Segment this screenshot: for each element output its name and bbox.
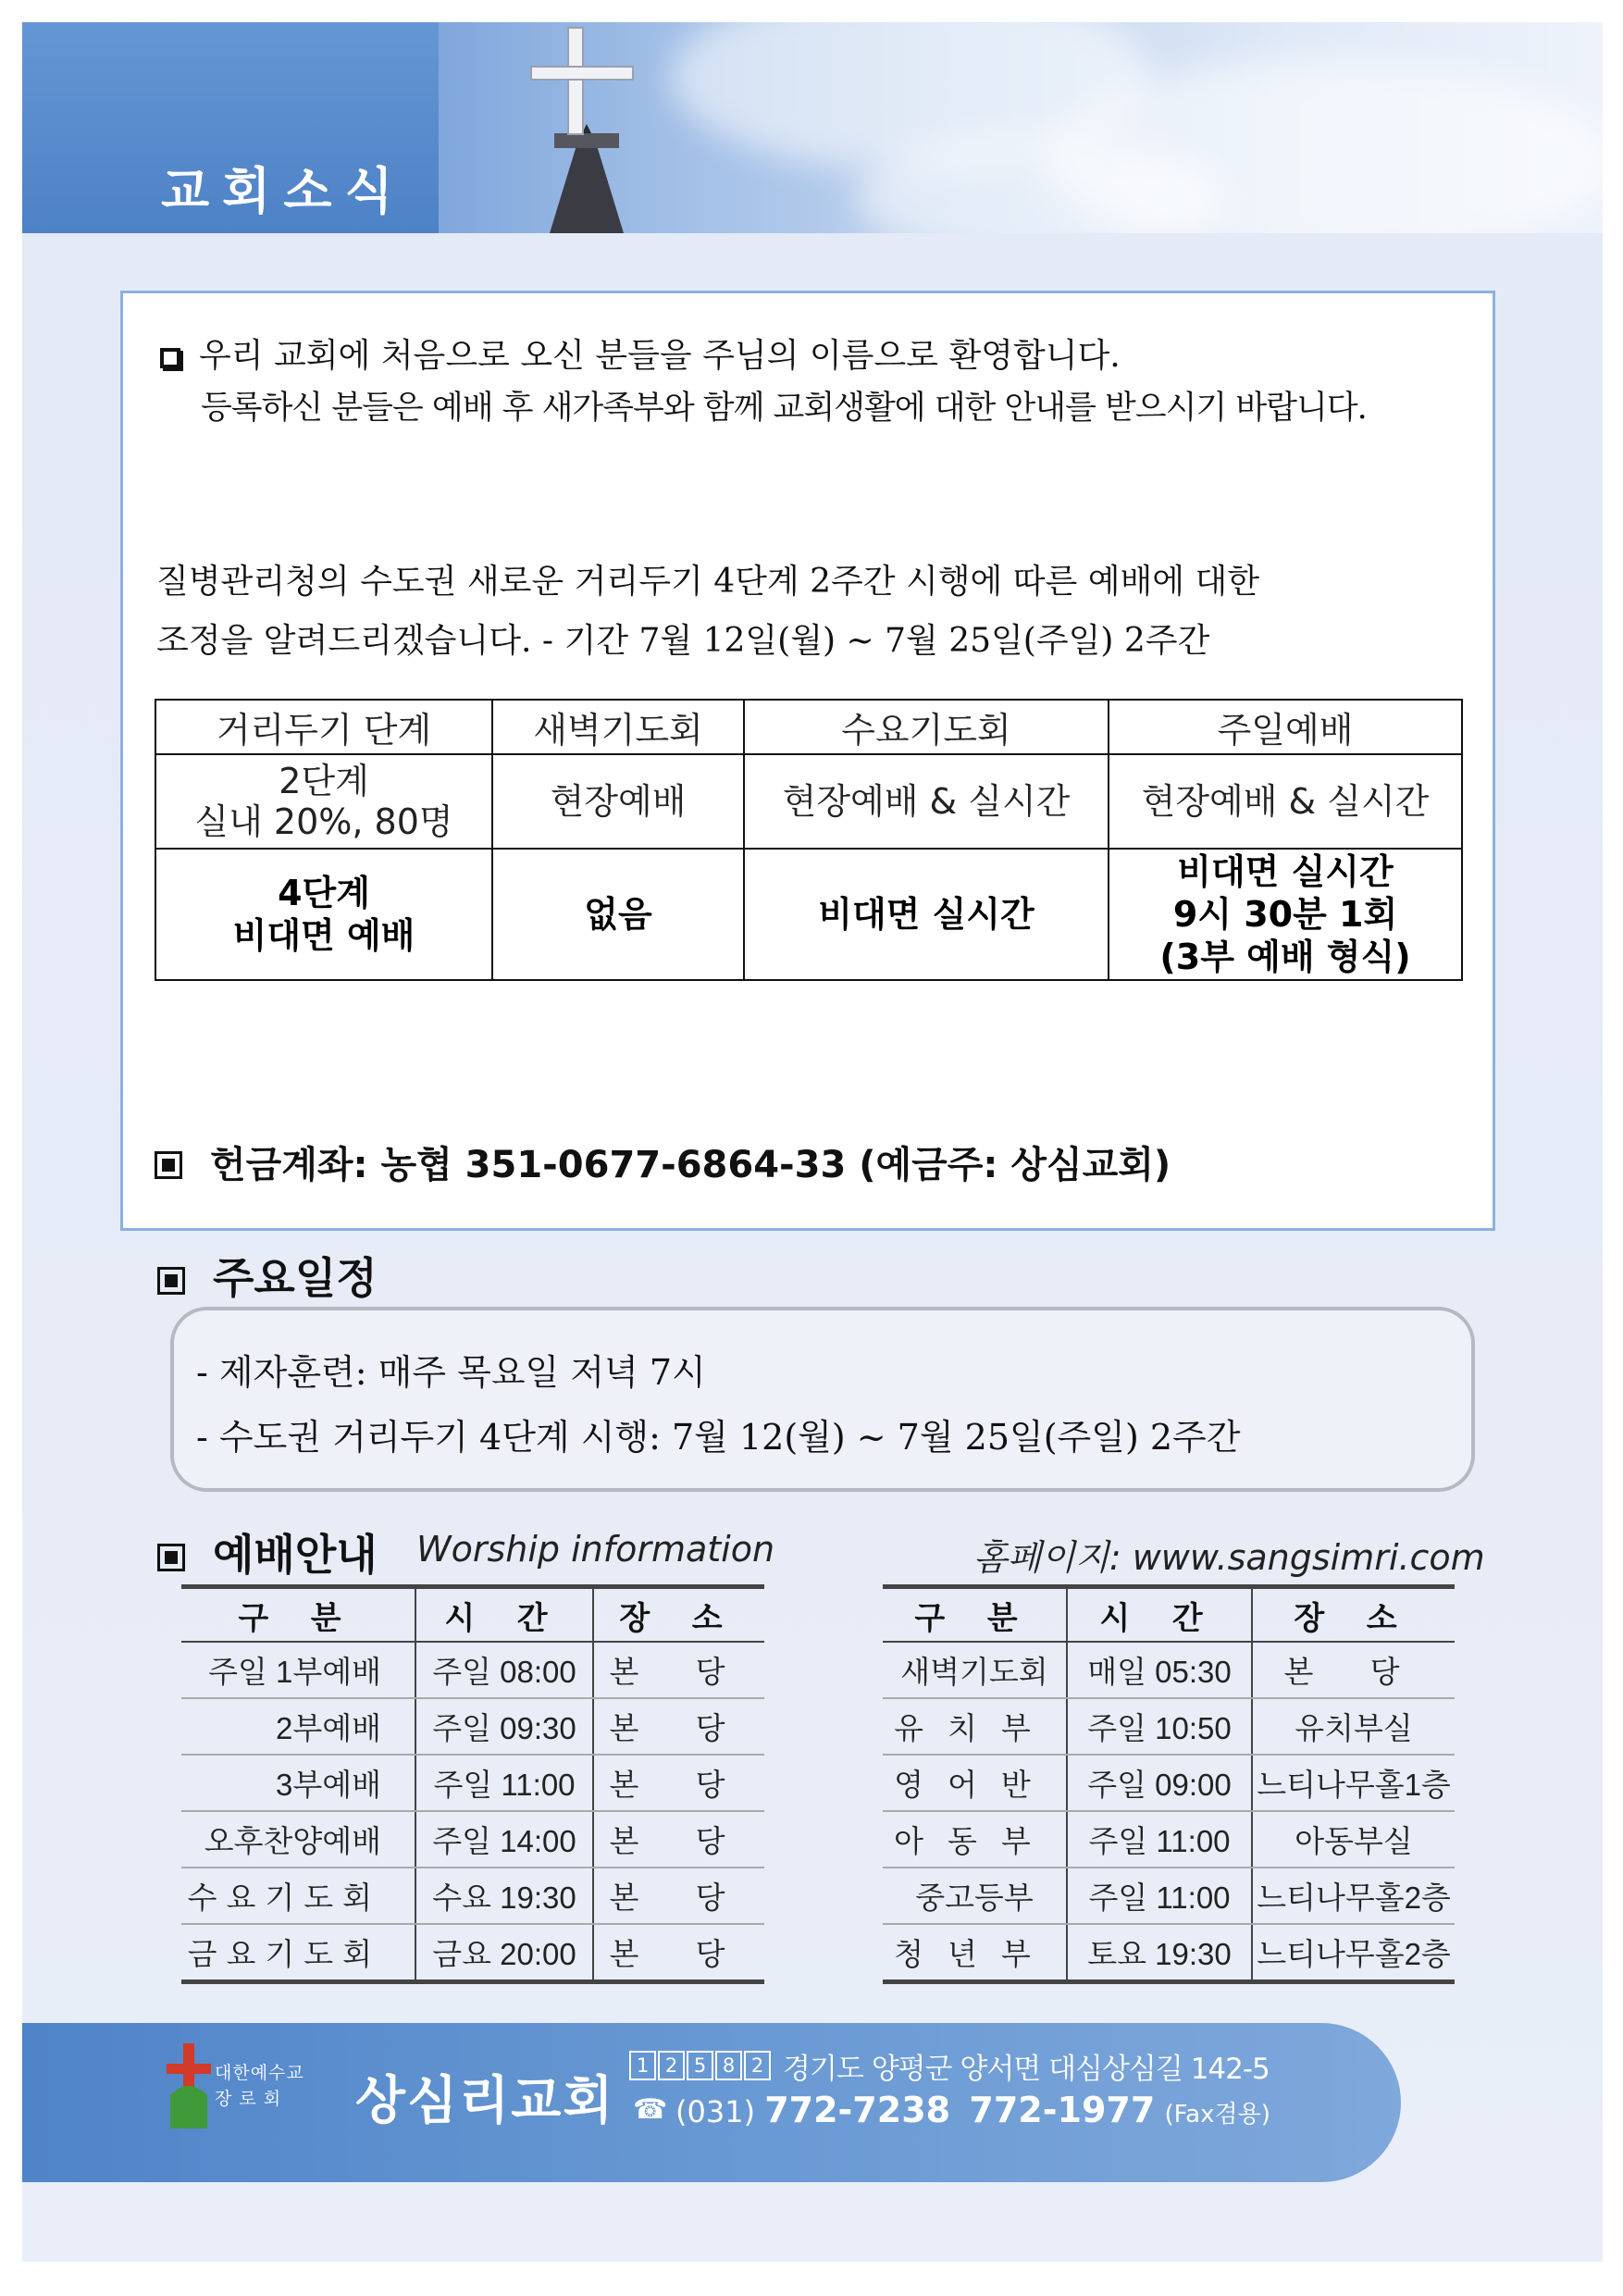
table-cell: 중고등부 [883,1868,1067,1924]
table-row [883,1642,1455,1698]
square-bullet-icon [155,1151,182,1179]
offering-text: 헌금계좌: 농협 351-0677-6864-33 (예금주: 상심교회) [210,1144,1171,1186]
table-cell: 없음 [492,849,744,980]
table-cell: 느티나무홀2층 [1252,1868,1455,1924]
table-header: 수요기도회 [744,700,1109,754]
table-cell: 아동부실 [1252,1811,1455,1868]
table-cell: 금요 20:00 [415,1924,593,1982]
zip-digit: 5 [687,2051,713,2080]
square-bullet-icon [157,1544,185,1571]
table-cell: 주일 11:00 [415,1755,593,1811]
welcome-message [160,330,1367,434]
schedule-title [157,1245,378,1306]
header-banner [22,22,1603,233]
phone-area-code: (031) [675,2094,756,2129]
zip-digit: 1 [629,2051,656,2080]
table-cell: 본 당 [593,1755,764,1811]
table-row [883,1698,1455,1755]
sunday-line: 9시 30분 1회 [1172,894,1398,935]
welcome-line-1: 우리 교회에 처음으로 오신 분들을 주님의 이름으로 환영합니다. [199,337,1121,375]
table-row [181,1642,764,1698]
table-header: 시 간 [1067,1587,1252,1643]
table-cell: 영어반 [883,1755,1067,1811]
denomination-line-2: 장 로 회 [215,2089,282,2109]
church-name: 상심리교회 [355,2071,615,2131]
table-cell: 비대면 실시간 [744,849,1109,980]
phone-numbers [675,2090,1270,2130]
telephone-icon: ☎ [633,2093,668,2126]
table-cell: 매일 05:30 [1067,1642,1252,1698]
stage-detail: 비대면 예배 [232,915,415,956]
church-address: 경기도 양평군 양서면 대심상심길 142-5 [783,2053,1270,2086]
notice-box [120,291,1495,1231]
stage-label: 2단계 [279,761,369,801]
table-cell: 토요 19:30 [1067,1924,1252,1982]
table-row [181,1868,764,1924]
table-cell: 주일 1부예배 [181,1642,415,1698]
distancing-table [155,699,1463,981]
table-header: 장 소 [1252,1587,1455,1643]
table-cell: 현장예배 & 실시간 [744,754,1109,849]
table-cell: 주일 09:00 [1067,1755,1252,1811]
schedule-box [170,1307,1475,1492]
worship-title [157,1521,378,1582]
phone-number: 772-1977 [969,2090,1156,2130]
table-cell [155,849,492,980]
table-header: 주일예배 [1109,700,1462,754]
table-cell: 본 당 [593,1642,764,1698]
table-cell [155,754,492,849]
list-item: - 제자훈련: 매주 목요일 저녁 7시 [196,1352,706,1393]
table-cell: 아동부 [883,1811,1067,1868]
table-cell: 본 당 [593,1924,764,1982]
table-header: 구 분 [883,1587,1067,1643]
table-header: 새벽기도회 [492,700,744,754]
stage-detail: 실내 20%, 80명 [194,801,453,842]
stage-label: 4단계 [278,873,370,913]
zip-digit: 2 [744,2051,771,2080]
table-cell: 유치부 [883,1698,1067,1755]
table-cell: 오후찬양예배 [181,1811,415,1868]
table-row [181,1755,764,1811]
worship-subtitle: Worship information [416,1529,775,1570]
table-cell: 본 당 [593,1698,764,1755]
table-cell: 수요 19:30 [415,1868,593,1924]
table-cell: 주일 10:50 [1067,1698,1252,1755]
table-row [883,1811,1455,1868]
offering-account [155,1136,1171,1188]
table-row [883,1868,1455,1924]
zip-digit: 2 [658,2051,685,2080]
table-cell: 느티나무홀1층 [1252,1755,1455,1811]
table-row [155,754,1462,849]
table-cell: 3부예배 [181,1755,415,1811]
denomination-line-1: 대한예수교 [215,2063,304,2083]
covid-line-2: 조정을 알려드리겠습니다. - 기간 7월 12일(월) ~ 7월 25일(주일) 2주간 [156,622,1210,660]
worship-table-right [883,1584,1455,1984]
table-cell: 현장예배 & 실시간 [1109,754,1462,849]
schedule-title-text: 주요일정 [213,1253,378,1303]
table-header: 구 분 [181,1587,415,1643]
table-cell: 유치부실 [1252,1698,1455,1755]
table-cell: 새벽기도회 [883,1642,1067,1698]
worship-title-text: 예배안내 [213,1530,378,1580]
homepage-link[interactable]: 홈페이지: www.sangsimri.com [973,1537,1485,1578]
table-cell: 느티나무홀2층 [1252,1924,1455,1982]
table-cell: 본 당 [1252,1642,1455,1698]
table-row [181,1924,764,1982]
table-cell: 주일 11:00 [1067,1811,1252,1868]
table-cell: 주일 08:00 [415,1642,593,1698]
table-row [155,849,1462,980]
table-row [181,1698,764,1755]
church-steeple-cross-icon [476,22,753,233]
sunday-line: (3부 예배 형식) [1159,937,1411,977]
covid-announcement [156,552,1470,671]
covid-line-1: 질병관리청의 수도권 새로운 거리두기 4단계 2주간 시행에 따른 예배에 대한 [156,563,1260,601]
table-row [181,1811,764,1868]
page-title: 교회소식 [161,162,406,220]
table-header: 장 소 [593,1587,764,1643]
table-cell: 본 당 [593,1811,764,1868]
denomination [215,2060,304,2112]
phone-number: 772-7238 [764,2090,951,2130]
checkbox-bullet-icon [160,348,180,368]
table-header: 거리두기 단계 [155,700,492,754]
table-cell: 현장예배 [492,754,744,849]
square-bullet-icon [157,1267,185,1295]
table-cell: 주일 14:00 [415,1811,593,1868]
table-header: 시 간 [415,1587,593,1643]
table-cell: 본 당 [593,1868,764,1924]
church-logo-cross-icon [163,2040,215,2132]
fax-note: (Fax겸용) [1164,2101,1270,2128]
table-cell: 청년부 [883,1924,1067,1982]
table-cell: 주일 09:30 [415,1698,593,1755]
zip-digit: 8 [715,2051,742,2080]
worship-table-left [181,1584,764,1984]
table-cell: 금요기도회 [181,1924,415,1982]
table-cell: 주일 11:00 [1067,1868,1252,1924]
table-cell: 2부예배 [181,1698,415,1755]
zip-code [629,2051,771,2080]
list-item: - 수도권 거리두기 4단계 시행: 7월 12(월) ~ 7월 25일(주일) 2주간 [196,1417,1241,1458]
table-cell: 수요기도회 [181,1868,415,1924]
sunday-line: 비대면 실시간 [1177,851,1394,892]
table-row [883,1755,1455,1811]
table-row [883,1924,1455,1982]
welcome-line-2: 등록하신 분들은 예배 후 새가족부와 함께 교회생활에 대한 안내를 받으시기 바랍니다. [201,390,1367,427]
table-cell [1109,849,1462,980]
